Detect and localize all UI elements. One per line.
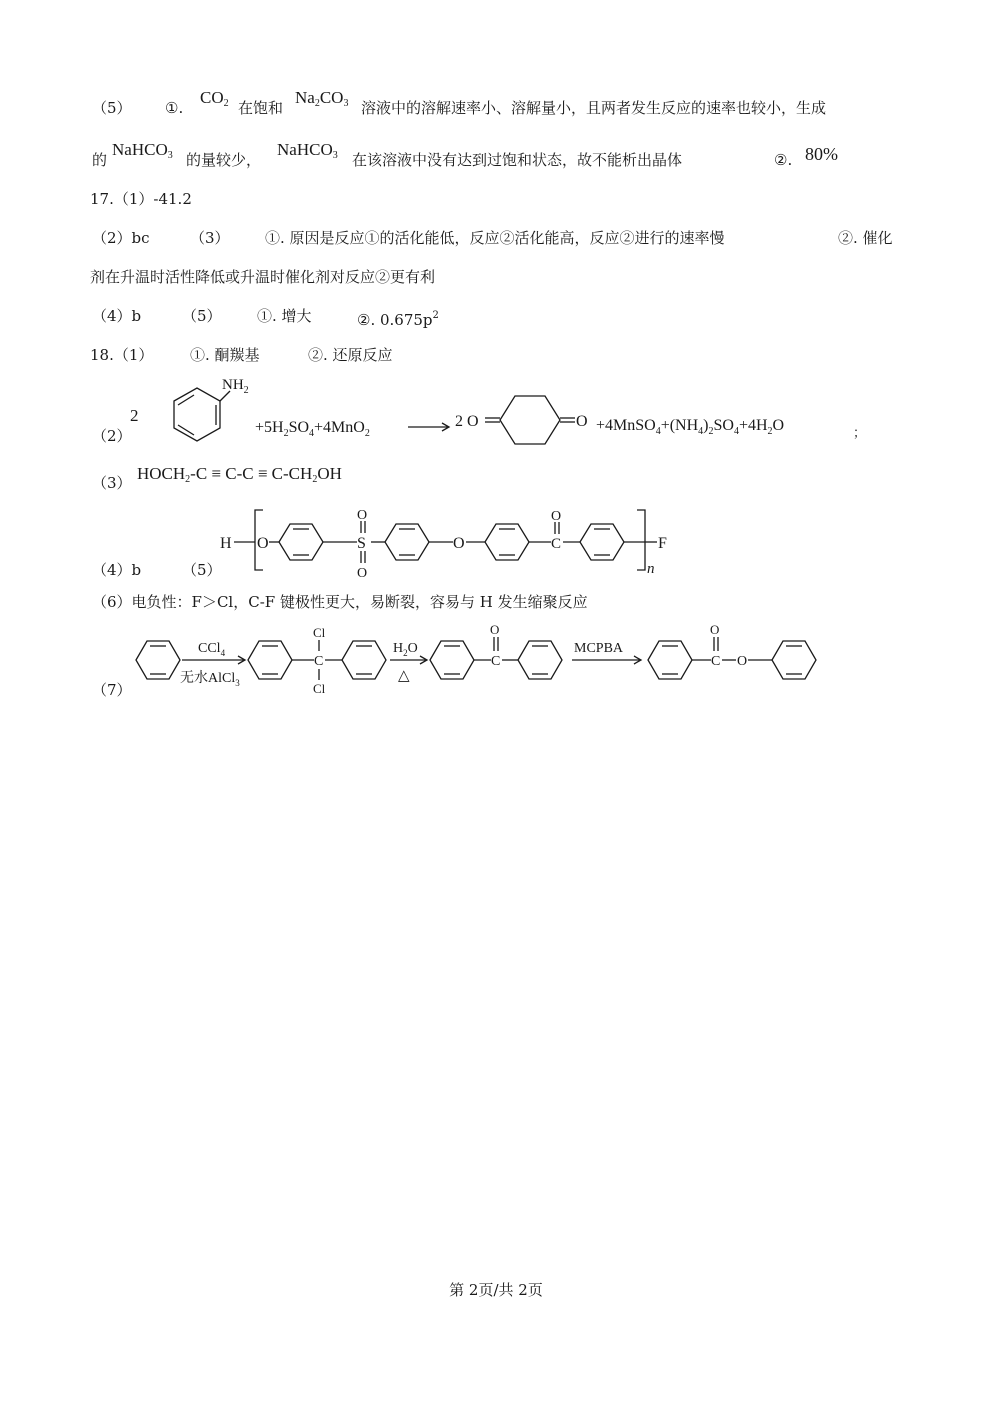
q17-line2a: （2）bc bbox=[92, 229, 150, 247]
q18-part7-label: （7） bbox=[92, 681, 132, 699]
q18-part5-polymer bbox=[215, 505, 675, 585]
page-footer: 第 2页/共 2页 bbox=[449, 1281, 543, 1299]
right-bracket bbox=[637, 510, 645, 570]
q17-line4c: ①. 增大 bbox=[257, 307, 312, 325]
so-o-bottom: O bbox=[357, 566, 368, 581]
q16-part5-line1 bbox=[92, 98, 132, 118]
nh2-label: $NH_2$ bbox=[222, 377, 249, 396]
co2-formula: $CO_2$ bbox=[200, 88, 229, 109]
o-label-2: O bbox=[453, 535, 465, 552]
benzene-ring-aniline bbox=[174, 388, 220, 441]
h2o-label: $H_2O$ bbox=[393, 641, 418, 658]
nahco3-formula-1: NaHCO$_3$ bbox=[112, 140, 173, 161]
products-text: $+4MnSO_4+(NH_4)_2SO_4+4H_2O$ bbox=[596, 417, 785, 437]
cl-bottom: Cl bbox=[313, 681, 326, 696]
q16-marker2: ②. bbox=[774, 151, 793, 169]
heat-symbol: △ bbox=[398, 668, 410, 684]
benzene-ring-c bbox=[430, 641, 474, 679]
mcpba-label: MCPBA bbox=[574, 641, 624, 656]
q18-line1b: ①. 酮羰基 bbox=[190, 346, 260, 364]
q18-line1a: 18.（1） bbox=[90, 346, 154, 364]
o-label: O bbox=[576, 413, 588, 430]
reagents-text: $+5H_2SO_4+4MnO_2$ bbox=[255, 419, 370, 439]
cyclohexane-ring bbox=[500, 396, 560, 444]
c-center: C bbox=[314, 654, 324, 669]
benzene-ring-a bbox=[248, 641, 292, 679]
so-o-top: O bbox=[357, 508, 368, 523]
f-label: F bbox=[658, 535, 667, 552]
q16-text2: 溶液中的溶解速率小、溶解量小，且两者发生反应的速率也较小，生成 bbox=[361, 99, 827, 117]
q17-line4b: （5） bbox=[182, 307, 222, 325]
alcl3-label: 无水AlCl$_3$ bbox=[180, 671, 240, 688]
part-label: （5） bbox=[92, 99, 132, 117]
q17-line2b: （3） bbox=[190, 229, 230, 247]
cl-top: Cl bbox=[313, 625, 326, 640]
q18-line1c: ②. 还原反应 bbox=[308, 346, 393, 364]
q17-line2c: ①. 原因是反应①的活化能低，反应②活化能高，反应②进行的速率慢 bbox=[265, 229, 725, 247]
o-ester: O bbox=[737, 654, 748, 669]
s-label: S bbox=[357, 535, 366, 552]
q16-answer-percent: 80% bbox=[805, 144, 838, 164]
q18-part2-equation bbox=[130, 375, 910, 465]
q17-line4a: （4）b bbox=[92, 307, 142, 325]
benzene-ring-d bbox=[518, 641, 562, 679]
semicolon: ； bbox=[853, 425, 867, 440]
carbonyl-o: O bbox=[551, 509, 562, 524]
ccl4-label: CCl$_4$ bbox=[198, 641, 226, 658]
q17-line4d: ②. $0.675p^2$ bbox=[357, 310, 439, 329]
q18-part4: （4）b bbox=[92, 561, 142, 579]
o-label-1: O bbox=[257, 535, 269, 552]
q17-line2d: ②. 催化 bbox=[838, 229, 893, 247]
q17-line3: 剂在升温时活性降低或升温时催化剂对反应②更有利 bbox=[90, 268, 436, 286]
coef-2-o: 2 O bbox=[455, 413, 479, 430]
n-subscript: n bbox=[647, 561, 655, 577]
q18-part2-label: （2） bbox=[92, 427, 132, 445]
q18-part3-formula: $HOCH_2-C \equiv C-C \equiv C-CH_2OH$ bbox=[137, 464, 342, 485]
benzene-start bbox=[136, 641, 180, 679]
q18-part6: （6）电负性：F＞Cl，C-F 键极性更大，易断裂，容易与 H 发生缩聚反应 bbox=[92, 593, 588, 611]
q18-part3-label: （3） bbox=[92, 474, 132, 492]
q18-part7-route bbox=[130, 620, 830, 700]
benzene-ring-f bbox=[772, 641, 816, 679]
coef-2: 2 bbox=[130, 406, 139, 425]
benzene-ring-b bbox=[342, 641, 386, 679]
c-label: C bbox=[551, 536, 562, 552]
q16-text5: 在该溶液中没有达到过饱和状态，故不能析出晶体 bbox=[352, 151, 683, 169]
h-label: H bbox=[220, 535, 232, 552]
o-ester-carbonyl: O bbox=[710, 622, 720, 637]
c-carbonyl-1: C bbox=[491, 654, 501, 669]
na2co3-formula: $Na_2CO_3$ bbox=[295, 88, 349, 109]
q16-text3: 的 bbox=[92, 151, 108, 169]
c-ester: C bbox=[711, 654, 721, 669]
benzene-ring-e bbox=[648, 641, 692, 679]
q18-part5-label: （5） bbox=[182, 561, 222, 579]
q16-text1: 在饱和 bbox=[238, 99, 284, 117]
nahco3-formula-2: NaHCO$_3$ bbox=[277, 140, 338, 161]
q17-line1: 17.（1）-41.2 bbox=[90, 190, 192, 208]
q16-text4: 的量较少， bbox=[186, 151, 262, 169]
q16-marker1: ①. bbox=[165, 99, 184, 117]
o-carbonyl-1: O bbox=[490, 622, 500, 637]
